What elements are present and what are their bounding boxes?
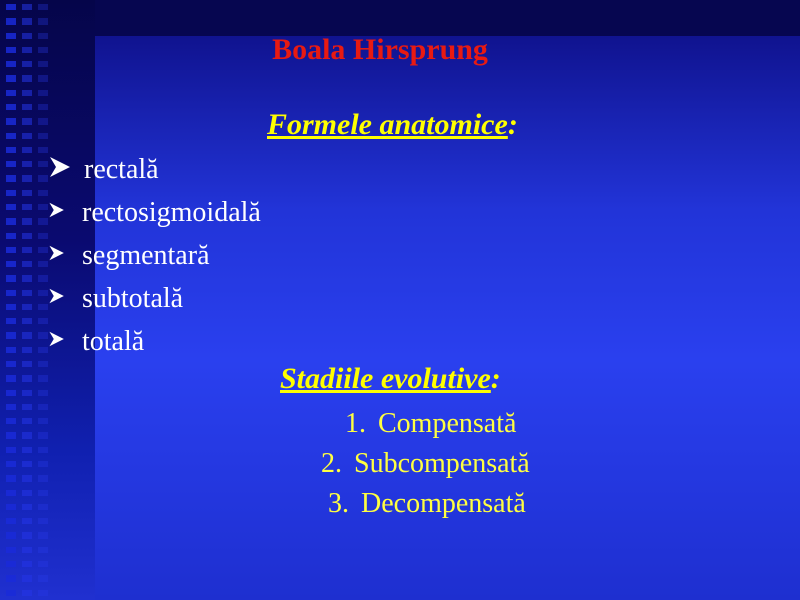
decorative-square [22,133,32,139]
decorative-square [6,190,16,196]
decorative-square [22,547,32,553]
section-heading-stages: Stadiile evolutive: [280,362,501,395]
decorative-square [38,390,48,396]
decorative-square [6,547,16,553]
decorative-square [22,361,32,367]
decorative-square [22,390,32,396]
decorative-square [22,204,32,210]
decorative-square [38,447,48,453]
decorative-square [38,4,48,10]
decorative-square [22,318,32,324]
decorative-square [38,18,48,24]
arrowhead-bullet-icon [48,191,82,234]
decorative-square [22,161,32,167]
decorative-square [38,461,48,467]
decorative-square [38,233,48,239]
arrowhead-bullet-icon [48,234,82,277]
decorative-square [22,75,32,81]
decorative-square [6,532,16,538]
decorative-square [38,475,48,481]
decorative-square [6,490,16,496]
decorative-square [22,247,32,253]
decorative-square [6,233,16,239]
decorative-square [38,504,48,510]
decorative-square [6,247,16,253]
decorative-squares [20,0,34,600]
decorative-square [6,332,16,338]
decorative-square [38,490,48,496]
decorative-square [6,161,16,167]
decorative-square [22,561,32,567]
decorative-square [6,575,16,581]
decorative-square [6,175,16,181]
decorative-square [6,261,16,267]
decorative-square [38,318,48,324]
decorative-squares [4,0,18,600]
decorative-square [6,147,16,153]
decorative-square [22,233,32,239]
decorative-square [38,518,48,524]
list-item: rectală [48,148,261,191]
decorative-square [22,261,32,267]
decorative-square [22,432,32,438]
decorative-square [22,118,32,124]
decorative-square [22,18,32,24]
decorative-square [22,4,32,10]
decorative-square [6,290,16,296]
decorative-square [6,561,16,567]
decorative-square [6,347,16,353]
decorative-square [22,90,32,96]
list-item: segmentară [48,234,261,277]
slide-title: Boala Hirsprung [272,33,488,66]
decorative-square [38,275,48,281]
decorative-square [22,375,32,381]
decorative-square [6,104,16,110]
decorative-square [38,547,48,553]
arrowhead-bullet-icon [48,277,82,320]
decorative-square [6,475,16,481]
decorative-square [38,75,48,81]
decorative-square [6,75,16,81]
decorative-square [38,90,48,96]
decorative-square [22,590,32,596]
decorative-square [38,304,48,310]
decorative-square [22,532,32,538]
decorative-square [38,104,48,110]
decorative-square [38,261,48,267]
decorative-square [6,375,16,381]
decorative-square [6,447,16,453]
decorative-square [38,332,48,338]
decorative-square [6,361,16,367]
arrowhead-bullet-icon [48,320,82,363]
decorative-square [6,590,16,596]
decorative-square [22,332,32,338]
decorative-square [38,147,48,153]
decorative-square [22,347,32,353]
decorative-square [22,275,32,281]
list-item: 3. Decompensată [328,488,526,519]
decorative-square [22,304,32,310]
decorative-square [22,147,32,153]
decorative-square [38,375,48,381]
decorative-square [6,18,16,24]
decorative-square [22,404,32,410]
decorative-square [6,218,16,224]
decorative-square [22,447,32,453]
decorative-square [6,304,16,310]
decorative-square [6,318,16,324]
decorative-square [38,532,48,538]
decorative-square [22,461,32,467]
decorative-square [22,190,32,196]
list-item: 2. Subcompensată [321,448,530,479]
decorative-square [6,4,16,10]
list-item: subtotală [48,277,261,320]
decorative-square [38,118,48,124]
decorative-square [38,204,48,210]
decorative-square [6,504,16,510]
decorative-square [38,133,48,139]
decorative-square [22,418,32,424]
decorative-square [6,432,16,438]
decorative-square [6,518,16,524]
decorative-square [38,404,48,410]
decorative-square [6,461,16,467]
decorative-square [38,161,48,167]
decorative-square [38,575,48,581]
decorative-square [6,404,16,410]
decorative-square [38,432,48,438]
list-item: 1. Compensată [345,408,517,439]
decorative-square [22,490,32,496]
decorative-square [22,475,32,481]
decorative-square [6,90,16,96]
decorative-square [6,133,16,139]
decorative-square [22,504,32,510]
decorative-square [6,418,16,424]
decorative-square [22,104,32,110]
decorative-square [22,518,32,524]
decorative-square [38,361,48,367]
decorative-square [38,347,48,353]
decorative-square [38,290,48,296]
decorative-square [38,590,48,596]
decorative-square [6,275,16,281]
decorative-square [38,418,48,424]
decorative-square [6,204,16,210]
top-band [95,0,800,36]
decorative-square [38,190,48,196]
decorative-square [6,390,16,396]
list-item: totală [48,320,261,363]
decorative-square [22,218,32,224]
decorative-square [38,247,48,253]
decorative-square [22,290,32,296]
decorative-square [38,561,48,567]
arrowhead-bullet-icon [48,148,84,191]
decorative-square [38,218,48,224]
decorative-square [22,575,32,581]
list-item: rectosigmoidală [48,191,261,234]
decorative-square [38,175,48,181]
decorative-square [22,175,32,181]
decorative-square [6,118,16,124]
section-heading-anatomical: Formele anatomice: [267,108,518,141]
anatomical-forms-list [48,148,261,363]
